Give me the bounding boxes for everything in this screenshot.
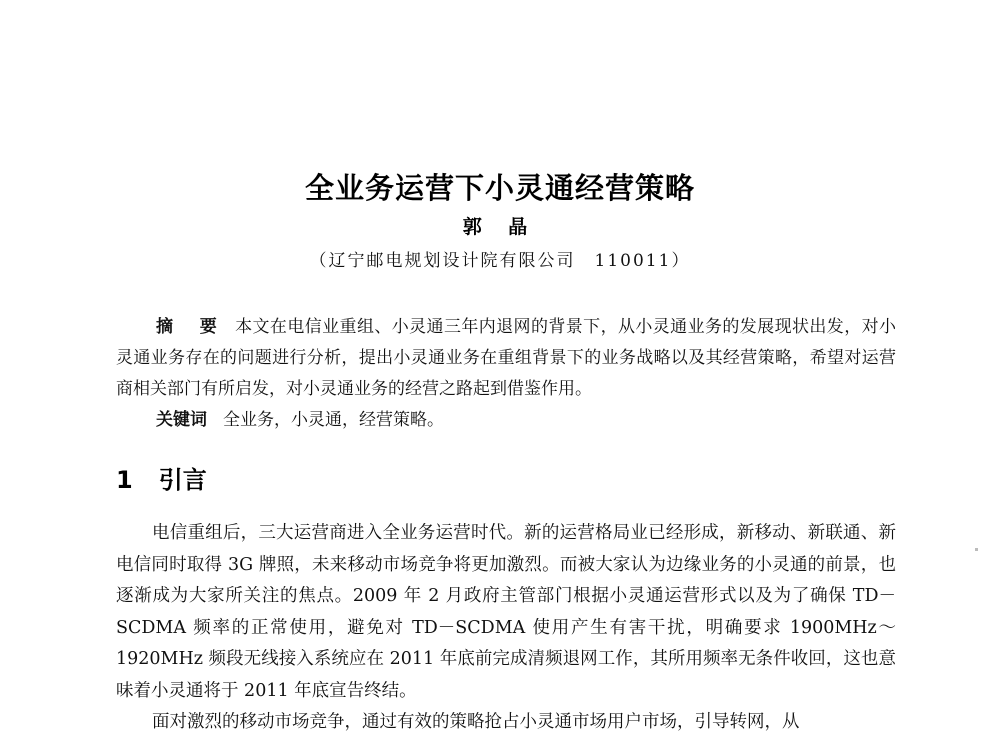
keywords-paragraph xyxy=(116,405,896,436)
body-paragraph-1: 电信重组后，三大运营商进入全业务运营时代。新的运营格局业已经形成，新移动、新联通、新电信同时取得 3G 牌照，未来移动市场竞争将更加激烈。而被大家认为边缘业务的小灵通的前景，也逐渐成为大家所关注的焦点。2009 年 2 月政府主管部门根据小灵通运营形式以及为了确保 TD－SCDMA 频率的正常使用，避免对 TD－SCDMA 使用产生有害干扰，明确要求 1900MHz～1920MHz 频段无线接入系统应在 2011 年底前完成清频退网工作，其所用频率无条件收回，这也意味着小灵通将于 2011 年底宣告终结。 xyxy=(116,523,896,701)
author-name: 郭 晶 xyxy=(462,216,538,238)
body-text xyxy=(116,518,896,739)
abstract-paragraph xyxy=(116,312,896,405)
abstract-block xyxy=(116,312,896,436)
body-paragraph-2: 面对激烈的移动市场竞争，通过有效的策略抢占小灵通市场用户市场，引导转网，从 xyxy=(152,712,800,732)
author-affiliation: （辽宁邮电规划设计院有限公司 110011） xyxy=(309,251,691,271)
paper-title: 全业务运营下小灵通经营策略 xyxy=(304,171,695,205)
keywords-label: 关键词 xyxy=(156,410,207,430)
abstract-label: 摘 要 xyxy=(156,317,228,337)
keywords-text: 全业务，小灵通，经营策略。 xyxy=(223,410,444,430)
section-heading xyxy=(116,460,207,495)
abstract-text: 本文在电信业重组、小灵通三年内退网的背景下，从小灵通业务的发展现状出发，对小灵通业务存在的问题进行分析，提出小灵通业务在重组背景下的业务战略以及其经营策略，希望对运营商相关部门有所启发，对小灵通业务的经营之路起到借鉴作用。 xyxy=(116,317,896,399)
scan-speck xyxy=(975,548,978,551)
section-title: 引言 xyxy=(158,466,207,494)
section-number: 1 xyxy=(116,466,133,494)
